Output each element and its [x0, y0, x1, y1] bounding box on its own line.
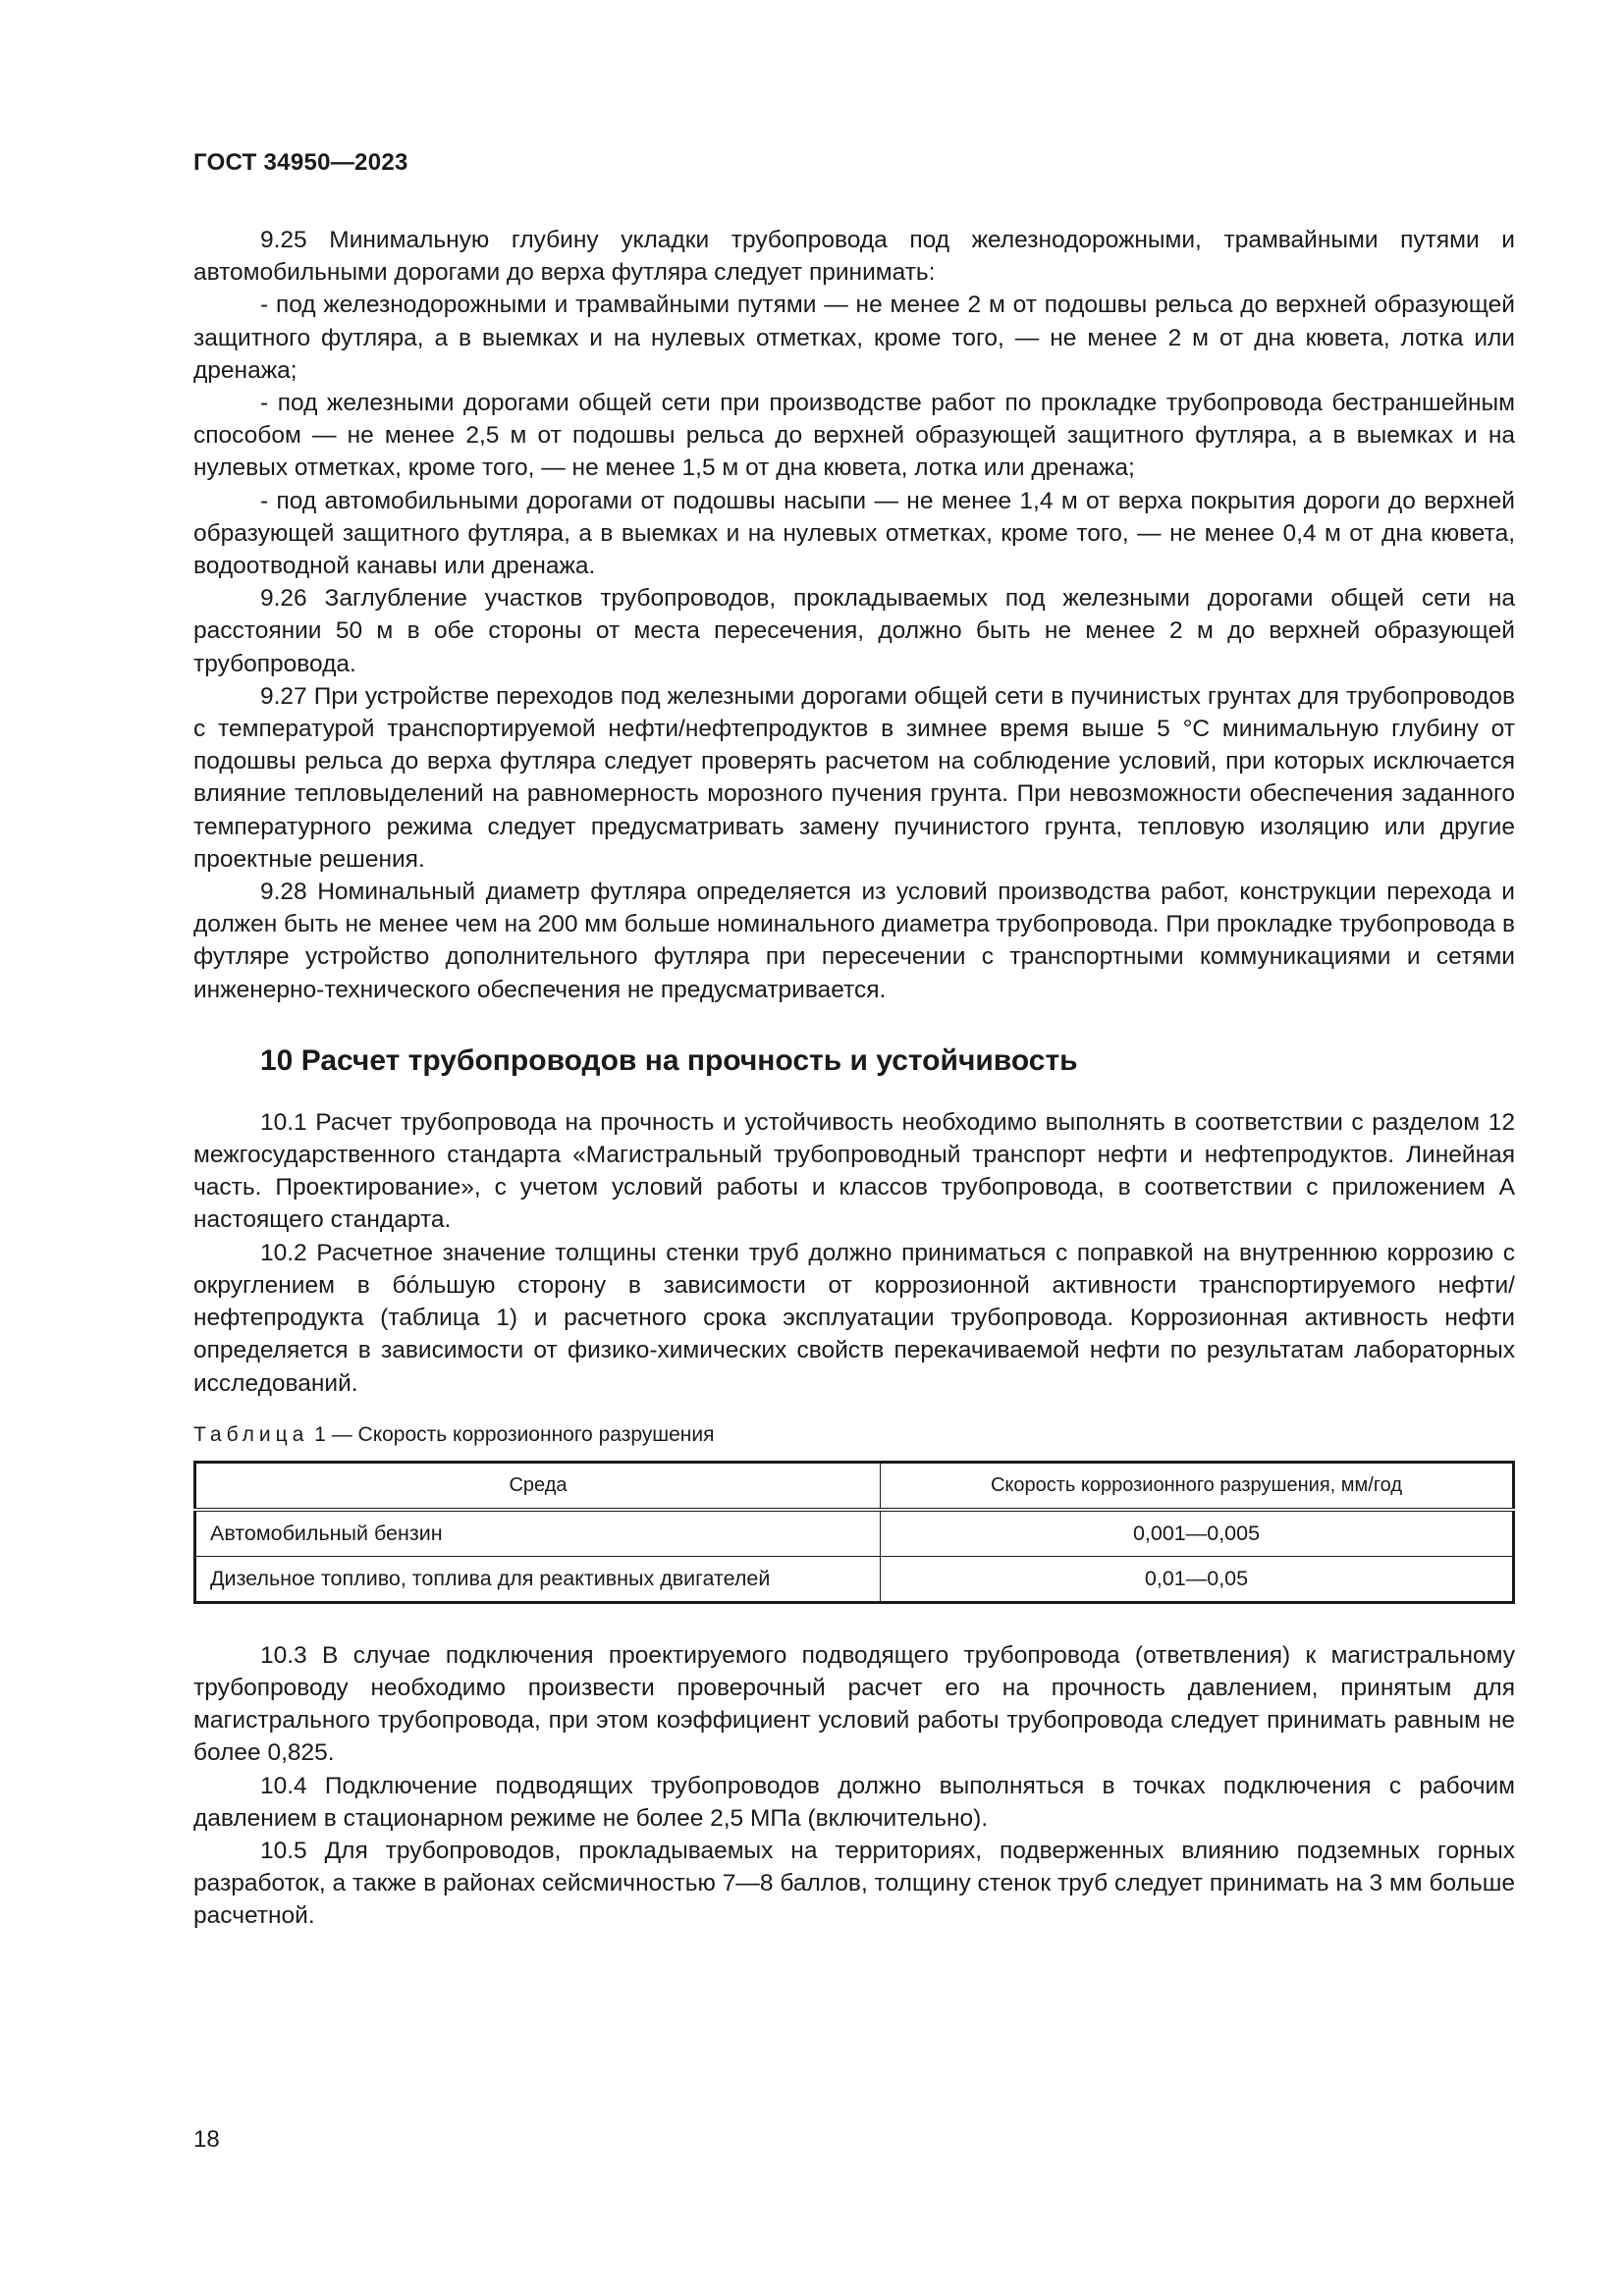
paragraph-10-3: 10.3 В случае подключения проектируемого подводящего трубопровода (ответвления) к магистральному трубопроводу необходимо произвести проверочный расчет его на прочность давлением, принятым для магистрального трубопровода, при этом коэффициент условий работы трубопровода следует принимать равным не более 0,825. — [193, 1641, 1515, 1767]
document-body — [193, 224, 1515, 1933]
paragraph-9-26: 9.26 Заглубление участков трубопроводов, прокладываемых под железными дорогами общей сети на расстоянии 50 м в обе стороны от места пересечения, должно быть не менее 2 м до верхней образующей трубопровода. — [193, 585, 1515, 677]
table-header-row — [195, 1462, 1514, 1510]
page-number: 18 — [193, 2126, 220, 2153]
list-item-trenchless: - под железными дорогами общей сети при производстве работ по прокладке трубопровода бестраншейным способом — не менее 2,5 м от подошвы рельса до верхней образующей защитного футляра, а в выемках и на нулевых отметках, кроме того, — не менее 1,5 м от дна кювета, лотка или дренажа; — [193, 390, 1515, 482]
paragraph-10-5: 10.5 Для трубопроводов, прокладываемых на территориях, подверженных влиянию подземных горных разработок, а также в районах сейсмичностью 7—8 баллов, толщину стенок труб следует принимать на 3 мм больше расчетной. — [193, 1837, 1515, 1930]
table-header-medium: Среда — [195, 1462, 881, 1510]
table-cell-rate: 0,01—0,05 — [881, 1556, 1514, 1602]
table-cell-medium: Автомобильный бензин — [195, 1510, 881, 1557]
paragraph-10-4: 10.4 Подключение подводящих трубопроводов должно выполняться в точках подключения с рабочим давлением в стационарном режиме не более 2,5 МПа (включительно). — [193, 1772, 1515, 1832]
paragraph-9-25: 9.25 Минимальную глубину укладки трубопровода под железнодорожными, трамвайными путями и автомобильными дорогами до верха футляра следует принимать: — [193, 227, 1515, 287]
table-caption — [193, 1421, 1515, 1449]
table-row — [195, 1510, 1514, 1557]
paragraph-10-1: 10.1 Расчет трубопровода на прочность и устойчивость необходимо выполнять в соответствии с разделом 12 межгосударственного стандарта «Магистральный трубопроводный транспорт нефти и нефтепродуктов. Линейная часть. Проектирование», с учетом условий работы и классов трубопровода, в соответствии с приложением А настоящего стандарта. — [193, 1108, 1515, 1234]
list-item-roads: - под автомобильными дорогами от подошвы насыпи — не менее 1,4 м от верха покрытия дороги до верхней образующей защитного футляра, а в выемках и на нулевых отметках, кроме того, — не менее 0,4 м от дна кювета, водоотводной канавы или дренажа. — [193, 487, 1515, 580]
table-cell-medium: Дизельное топливо, топлива для реактивных двигателей — [195, 1556, 881, 1602]
table-caption-label: Таблица — [193, 1422, 309, 1446]
table-cell-rate: 0,001—0,005 — [881, 1510, 1514, 1557]
document-header: ГОСТ 34950—2023 — [193, 149, 408, 176]
section-title: 10 Расчет трубопроводов на прочность и устойчивость — [260, 1043, 1078, 1077]
bottom-paragraphs — [193, 1639, 1515, 1933]
paragraph-10-2: 10.2 Расчетное значение толщины стенки труб должно приниматься с поправкой на внутреннюю коррозию с округлением в бóльшую сторону в зависимости от коррозионной активности транспортируемого нефти/нефтепродукта (таблица 1) и расчетного срока эксплуатации трубопровода. Коррозионная активность нефти определяется в зависимости от физико-химических свойств перекачиваемой нефти по результатам лабораторных исследований. — [193, 1239, 1515, 1397]
corrosion-rate-table — [193, 1461, 1515, 1604]
table-row — [195, 1556, 1514, 1602]
list-item-railway: - под железнодорожными и трамвайными путями — не менее 2 м от подошвы рельса до верхней образующей защитного футляра, а в выемках и на нулевых отметках, кроме того, — не менее 2 м от дна кювета, лотка или дренажа; — [193, 292, 1515, 384]
table-caption-text: 1 — Скорость коррозионного разрушения — [308, 1422, 715, 1446]
paragraph-9-27: 9.27 При устройстве переходов под железными дорогами общей сети в пучинистых грунтах для трубопроводов с температурой транспортируемой нефти/нефтепродуктов в зимнее время выше 5 °С минимальную глубину от подошвы рельса до верха футляра следует проверять расчетом на соблюдение условий, при которых исключается влияние тепловыделений на равномерность морозного пучения грунта. При невозможности обеспечения заданного температурного режима следует предусматривать замену пучинистого грунта, тепловую изоляцию или другие проектные решения. — [193, 682, 1515, 873]
paragraph-9-28: 9.28 Номинальный диаметр футляра определяется из условий производства работ, конструкции перехода и должен быть не менее чем на 200 мм больше номинального диаметра трубопровода. При прокладке трубопровода в футляре устройство дополнительного футляра при пересечении с транспортными коммуникациями и сетями инженерно-технического обеспечения не предусматривается. — [193, 879, 1515, 1003]
table-header-rate: Скорость коррозионного разрушения, мм/год — [881, 1462, 1514, 1510]
